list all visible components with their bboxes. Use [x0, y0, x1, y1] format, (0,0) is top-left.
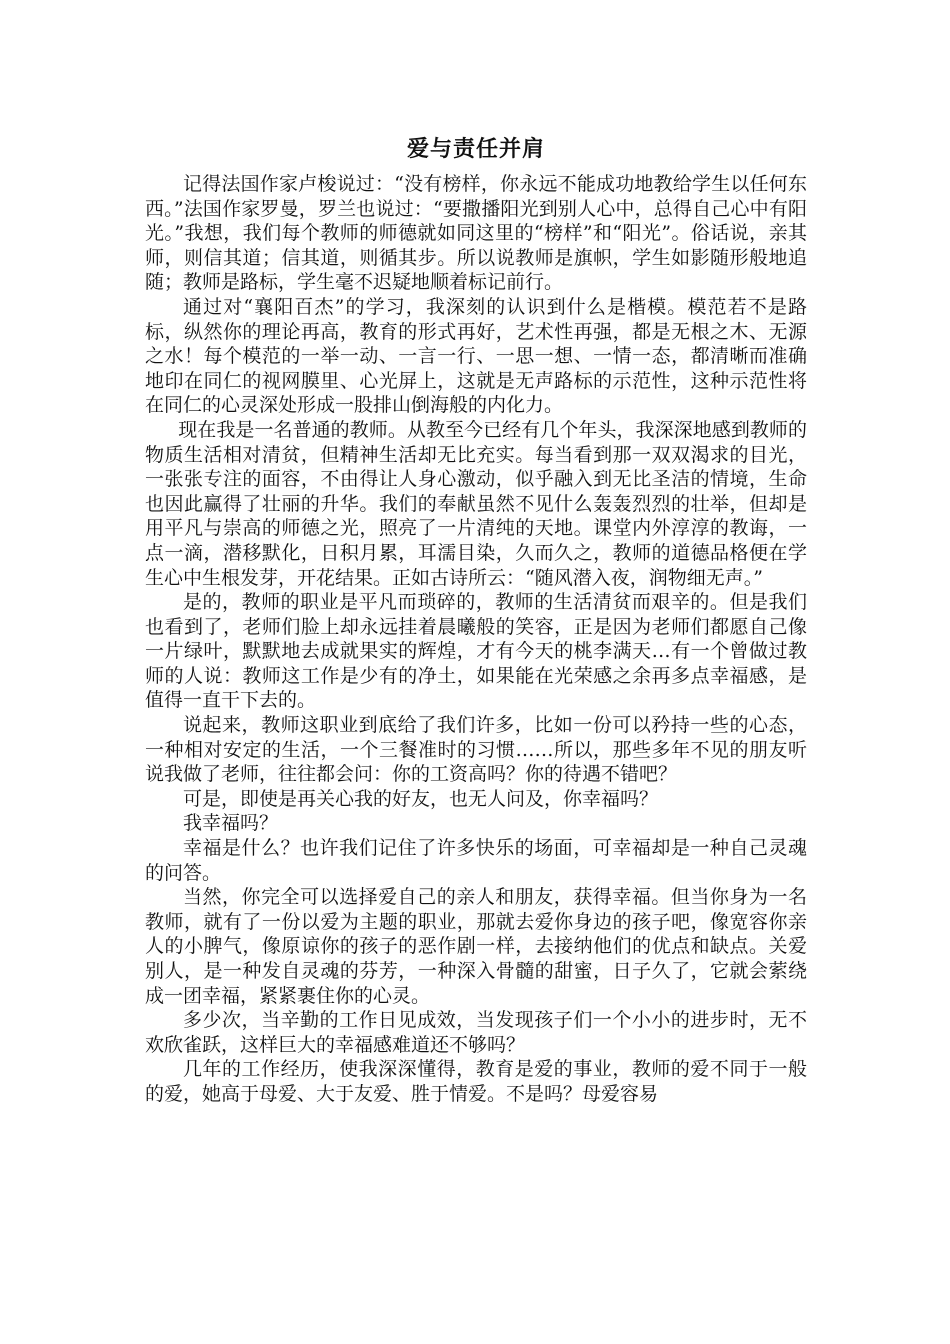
paragraph-progress-joy: 多少次，当辛勤的工作日见成效，当发现孩子们一个小小的进步时，无不欢欣雀跃，这样巨大的幸福感难道还不够吗？ [145, 1009, 807, 1056]
paragraph-what-is-happiness: 幸福是什么？也许我们记住了许多快乐的场面，可幸福却是一种自己灵魂的问答。 [145, 837, 807, 884]
paragraph-role-models: 通过对“襄阳百杰”的学习，我深刻的认识到什么是楷模。模范若不是路标，纵然你的理论再高，教育的形式再好，艺术性再强，都是无根之木、无源之水！每个模范的一举一动、一言一行、一思一想、一情一态，都清晰而准确地印在同仁的视网膜里、心光屏上，这就是无声路标的示范性，这种示范性将在同仁的心灵深处形成一股排山倒海般的内化力。 [145, 295, 807, 417]
document-title: 爱与责任并肩 [406, 137, 545, 162]
paragraph-plain-profession: 是的，教师的职业是平凡而琐碎的，教师的生活清贫而艰辛的。但是我们也看到了，老师们脸上却永远挂着晨曦般的笑容，正是因为老师们都愿自己像一片绿叶，默默地去成就果实的辉煌，才有今天的桃李满天…有一个曾做过教师的人说：教师这工作是少有的净土，如果能在光荣感之余再多点幸福感，是值得一直干下去的。 [145, 591, 807, 712]
paragraph-what-profession-gave: 说起来，教师这职业到底给了我们许多，比如一份可以矜持一些的心态，一种相对安定的生活，一个三餐准时的习惯……所以，那些多年不见的朋友听说我做了老师，往往都会问：你的工资高吗？你的待遇不错吧？ [145, 714, 807, 786]
paragraph-education-is-love: 几年的工作经历，使我深深懂得，教育是爱的事业，教师的爱不同于一般的爱，她高于母爱、大于友爱、胜于情爱。不是吗？母爱容易 [145, 1058, 807, 1105]
paragraph-rousseau-quote: 记得法国作家卢梭说过：“没有榜样，你永远不能成功地教给学生以任何东西。”法国作家罗曼，罗兰也说过：“要撒播阳光到别人心中，总得自己心中有阳光。”我想，我们每个教师的师德就如同这里的“榜样”和“阳光”。俗话说，亲其师，则信其道；信其道，则循其步。所以说教师是旗帜，学生如影随形般地追随；教师是路标，学生毫不迟疑地顺着标记前行。 [145, 173, 807, 294]
paragraph-are-you-happy: 可是，即使是再关心我的好友，也无人问及，你幸福吗？ [183, 787, 659, 810]
paragraph-ordinary-teacher: 现在我是一名普通的教师。从教至今已经有几个年头，我深深地感到教师的物质生活相对清贫，但精神生活却无比充实。每当看到那一双双渴求的目光，一张张专注的面容，不由得让人身心激动，似乎融入到无比圣洁的情境，生命也因此赢得了壮丽的升华。我们的奉献虽然不见什么轰轰烈烈的壮举，但却是用平凡与崇高的师德之光，照亮了一片清纯的天地。课堂内外淳淳的教诲，一点一滴，潜移默化，日积月累，耳濡目染，久而久之，教师的道德品格便在学生心中生根发芽，开花结果。正如古诗所云：“随风潜入夜，润物细无声。” [145, 418, 807, 589]
paragraph-am-i-happy: 我幸福吗？ [183, 812, 279, 835]
document-page [145, 128, 807, 1107]
paragraph-love-children: 当然，你完全可以选择爱自己的亲人和朋友，获得幸福。但当你身为一名教师，就有了一份以爱为主题的职业，那就去爱你身边的孩子吧，像宽容你亲人的小脾气，像原谅你的孩子的恶作剧一样，去接纳他们的优点和缺点。关爱别人，是一种发自灵魂的芬芳，一种深入骨髓的甜蜜，日子久了，它就会萦绕成一团幸福，紧紧裹住你的心灵。 [145, 886, 807, 1007]
